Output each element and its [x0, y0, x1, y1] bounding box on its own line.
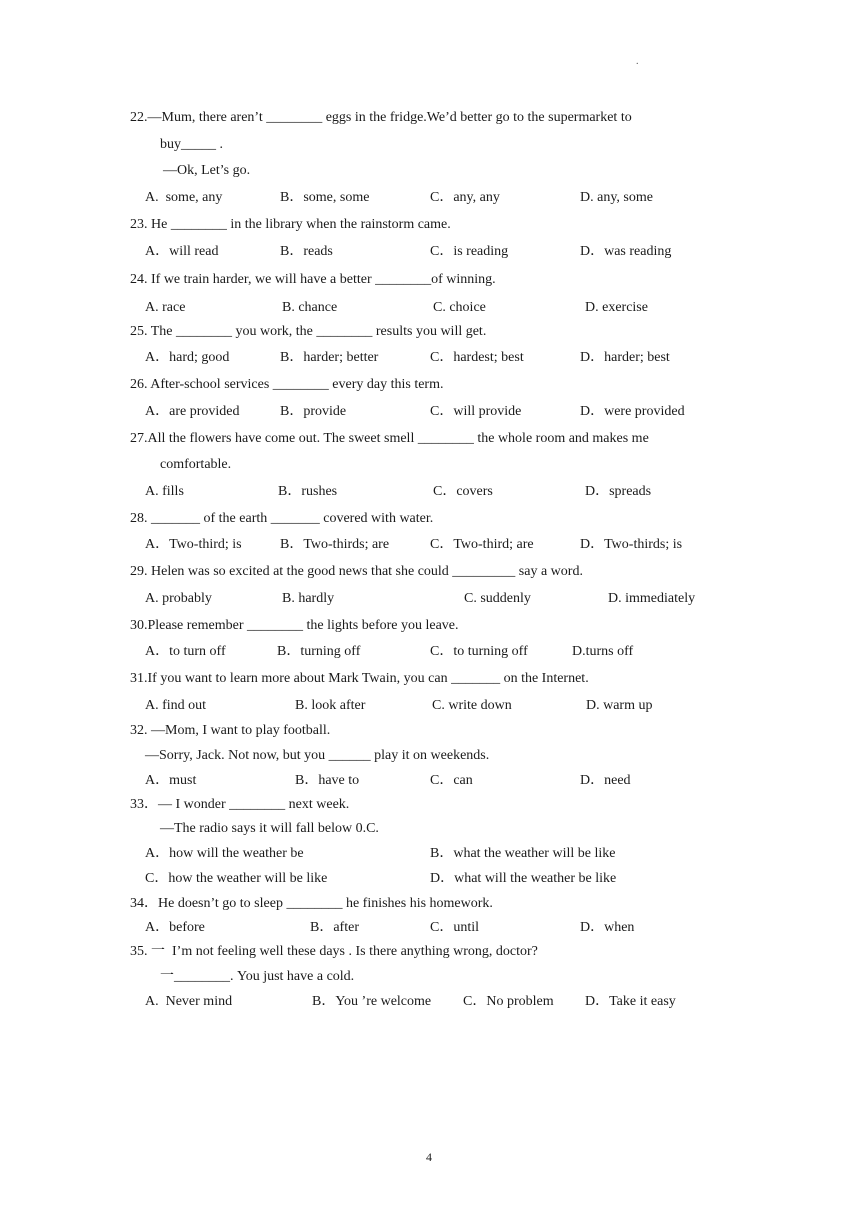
answer-option: C．covers — [433, 484, 493, 499]
question-stem-line: 29. Helen was so excited at the good news that she could _________ say a word. — [130, 564, 583, 579]
answer-option: B．Two-thirds; are — [280, 537, 390, 552]
answer-option: B．provide — [280, 404, 347, 419]
answer-option: C．any, any — [430, 190, 500, 205]
answer-option: A．will read — [145, 244, 219, 259]
answer-option: C．how the weather will be like — [145, 871, 328, 886]
question-stem-line: —The radio says it will fall below 0.C. — [160, 821, 379, 836]
answer-option: A. probably — [145, 591, 212, 606]
answer-option: C. suddenly — [464, 591, 531, 606]
answer-option: B. look after — [295, 698, 366, 713]
answer-option: D. any, some — [580, 190, 653, 205]
question-stem-line: 26. After-school services ________ every day this term. — [130, 377, 444, 392]
answer-option: A．hard; good — [145, 350, 230, 365]
answer-option: A. fills — [145, 484, 184, 499]
question-stem-line: 35. 一 I’m not feeling well these days . Is there anything wrong, doctor? — [130, 944, 538, 959]
answer-option: A. some, any — [145, 190, 223, 205]
answer-option: C．to turning off — [430, 644, 528, 659]
question-stem-line: 34．He doesn’t go to sleep ________ he finishes his homework. — [130, 896, 493, 911]
answer-option: B. chance — [282, 300, 338, 315]
answer-option: D．were provided — [580, 404, 685, 419]
question-stem-line: —Sorry, Jack. Not now, but you ______ play it on weekends. — [145, 748, 490, 763]
answer-option: B．some, some — [280, 190, 370, 205]
answer-option: A．to turn off — [145, 644, 226, 659]
answer-option: C. write down — [432, 698, 512, 713]
answer-option: D. warm up — [586, 698, 653, 713]
answer-option: A. race — [145, 300, 186, 315]
answer-option: B．have to — [295, 773, 360, 788]
answer-option: D．Two-thirds; is — [580, 537, 683, 552]
page-number: 4 — [426, 1150, 432, 1164]
answer-option: B．harder; better — [280, 350, 379, 365]
question-stem-line: —Ok, Let’s go. — [163, 163, 251, 178]
answer-option: B．rushes — [278, 484, 338, 499]
question-stem-line: 31.If you want to learn more about Mark Twain, you can _______ on the Internet. — [130, 671, 589, 686]
answer-option: A．before — [145, 920, 205, 935]
answer-option: D．was reading — [580, 244, 672, 259]
answer-option: C．No problem — [463, 994, 554, 1009]
question-stem-line: 23. He ________ in the library when the rainstorm came. — [130, 217, 451, 232]
answer-option: C．Two-third; are — [430, 537, 534, 552]
answer-option: C．can — [430, 773, 473, 788]
answer-option: B．after — [310, 920, 359, 935]
answer-option: C. choice — [433, 300, 486, 315]
answer-option: B. hardly — [282, 591, 335, 606]
answer-option: A. Never mind — [145, 994, 233, 1009]
question-stem-line: 27.All the flowers have come out. The sweet smell ________ the whole room and makes me — [130, 431, 649, 446]
answer-option: D. exercise — [585, 300, 648, 315]
answer-option: A．Two-third; is — [145, 537, 242, 552]
answer-option: A．must — [145, 773, 197, 788]
answer-option: C．hardest; best — [430, 350, 524, 365]
question-stem-line: comfortable. — [160, 457, 232, 472]
answer-option: D．what will the weather be like — [430, 871, 617, 886]
question-stem-line: 33．— I wonder ________ next week. — [130, 797, 350, 812]
answer-option: D．when — [580, 920, 635, 935]
answer-option: D．Take it easy — [585, 994, 676, 1009]
question-stem-line: 32. —Mom, I want to play football. — [130, 723, 331, 738]
answer-option: B．what the weather will be like — [430, 846, 616, 861]
question-stem-line: 30.Please remember ________ the lights before you leave. — [130, 618, 459, 633]
answer-option: D. immediately — [608, 591, 696, 606]
answer-option: B．reads — [280, 244, 333, 259]
answer-option: A．how will the weather be — [145, 846, 304, 861]
answer-option: C．is reading — [430, 244, 509, 259]
answer-option: D．spreads — [585, 484, 652, 499]
answer-option: D.turns off — [572, 644, 634, 659]
answer-option: B．You ’re welcome — [312, 994, 432, 1009]
question-stem-line: 22.—Mum, there aren’t ________ eggs in the fridge.We’d better go to the supermarket to — [130, 110, 632, 125]
answer-option: C．will provide — [430, 404, 522, 419]
answer-option: C．until — [430, 920, 480, 935]
question-stem-line: 25. The ________ you work, the ________ results you will get. — [130, 324, 487, 339]
question-stem-line: 一________. You just have a cold. — [160, 969, 355, 984]
header-mark: . — [636, 56, 639, 67]
answer-option: D．need — [580, 773, 631, 788]
answer-option: D．harder; best — [580, 350, 670, 365]
answer-option: A. find out — [145, 698, 207, 713]
question-stem-line: 28. _______ of the earth _______ covered with water. — [130, 511, 434, 526]
answer-option: B．turning off — [277, 644, 361, 659]
answer-option: A．are provided — [145, 404, 240, 419]
question-stem-line: 24. If we train harder, we will have a better ________of winning. — [130, 272, 496, 287]
question-stem-line: buy_____ . — [160, 137, 223, 152]
